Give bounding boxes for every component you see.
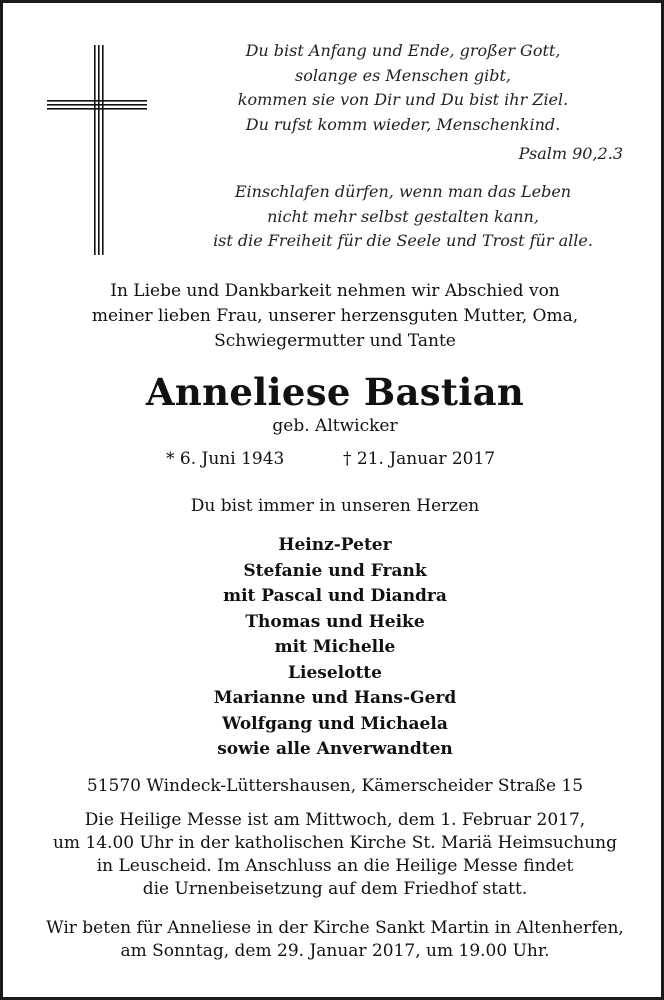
mourner-entry: mit Michelle bbox=[274, 637, 396, 657]
mourner-entry: mit Pascal und Diandra bbox=[223, 586, 447, 606]
intro-line: In Liebe und Dankbarkeit nehmen wir Abschied von bbox=[110, 281, 560, 301]
deceased-name: Anneliese Bastian bbox=[145, 370, 525, 414]
verse-line: ist die Freiheit für die Seele und Trost für alle. bbox=[213, 231, 593, 250]
death-date: † 21. Januar 2017 bbox=[343, 449, 496, 469]
prayer-service-info bbox=[23, 917, 647, 963]
service-line: die Urnenbeisetzung auf dem Friedhof statt. bbox=[142, 879, 528, 899]
intro-line: Schwiegermutter und Tante bbox=[214, 331, 456, 351]
service-line: Die Heilige Messe ist am Mittwoch, dem 1. Februar 2017, bbox=[84, 810, 586, 830]
mourner-entry: Heinz-Peter bbox=[278, 535, 392, 555]
service-line: in Leuscheid. Im Anschluss an die Heilige Messe findet bbox=[96, 856, 574, 876]
verse-line: Einschlafen dürfen, wenn man das Leben bbox=[234, 182, 572, 201]
verse-source: Psalm 90,2.3 bbox=[518, 144, 623, 163]
motto: Du bist immer in unseren Herzen bbox=[190, 496, 480, 516]
cross-icon bbox=[47, 45, 147, 255]
verse-line: kommen sie von Dir und Du bist ihr Ziel. bbox=[237, 90, 569, 109]
farewell-intro bbox=[43, 279, 627, 354]
mourner-entry: Thomas und Heike bbox=[245, 611, 425, 632]
prayer-line: Wir beten für Anneliese in der Kirche Sankt Martin in Altenherfen, bbox=[46, 918, 624, 938]
maiden-name: geb. Altwicker bbox=[272, 416, 398, 436]
service-line: um 14.00 Uhr in der katholischen Kirche St. Mariä Heimsuchung bbox=[52, 833, 618, 853]
mourners-list bbox=[3, 533, 664, 763]
prayer-line: am Sonntag, dem 29. Januar 2017, um 19.00 Uhr. bbox=[120, 941, 550, 961]
mourner-entry: Stefanie und Frank bbox=[243, 560, 427, 581]
verse-line: solange es Menschen gibt, bbox=[295, 65, 511, 85]
verse-line: nicht mehr selbst gestalten kann, bbox=[267, 206, 539, 226]
verse-line: Du bist Anfang und Ende, großer Gott, bbox=[245, 41, 561, 60]
mourner-entry: Lieselotte bbox=[288, 662, 382, 683]
verse-consolation bbox=[173, 180, 633, 254]
verse-line: Du rufst komm wieder, Menschenkind. bbox=[245, 114, 561, 134]
family-address: 51570 Windeck-Lüttershausen, Kämerscheider Straße 15 bbox=[86, 776, 584, 796]
funeral-service-info bbox=[23, 809, 647, 901]
mourner-entry: Marianne und Hans-Gerd bbox=[213, 688, 457, 708]
birth-date: * 6. Juni 1943 bbox=[166, 449, 285, 469]
mourner-entry: sowie alle Anverwandten bbox=[217, 739, 453, 759]
intro-line: meiner lieben Frau, unserer herzensguten Mutter, Oma, bbox=[91, 306, 579, 326]
verse-psalm bbox=[173, 39, 633, 137]
mourner-entry: Wolfgang und Michaela bbox=[222, 713, 448, 734]
